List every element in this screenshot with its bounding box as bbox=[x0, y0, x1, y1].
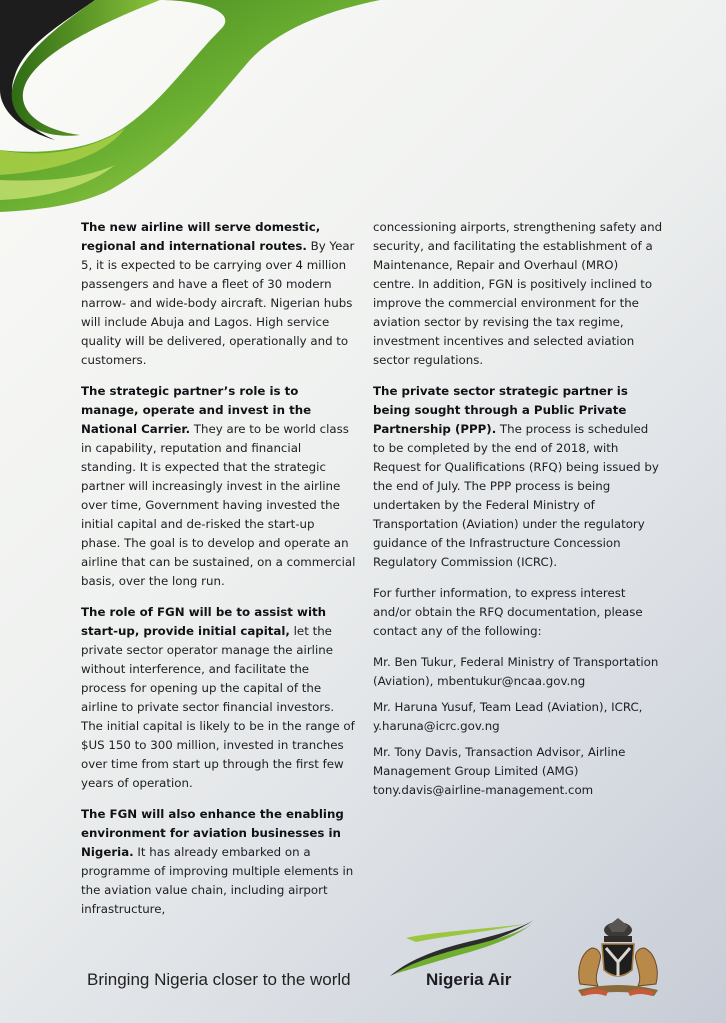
paragraph-strategic-partner-body: They are to be world class in capability, reputation and financial standing. It is expected that the strategic partner will increasingly invest in the airline over time, Government having invested the initial capital and de-risked the start-up phase. The goal is to develop and operate an airline that can be sustained, on a commercial basis, over the long run. bbox=[81, 422, 356, 588]
paragraph-continuation: concessioning airports, strengthening safety and security, and facilitating the establishment of a Maintenance, Repair and Overhaul (MRO) centre. In addition, FGN is positively inclined to improve the commercial environment for the aviation sector by revising the tax regime, investment incentives and selected aviation sector regulations. bbox=[373, 220, 663, 367]
contact-ben-tukur-text: Mr. Ben Tukur, Federal Ministry of Transportation (Aviation), mbentukur@ncaa.gov.ng bbox=[373, 655, 659, 688]
paragraph-routes-body: By Year 5, it is expected to be carrying over 4 million passengers and have a fleet of 30 modern narrow- and wide-body aircraft. Nigerian hubs will include Abuja and Lagos. High service quality will be delivered, operationally and to customers. bbox=[81, 239, 355, 367]
paragraph-enabling-environment-heading: The FGN will also enhance the enabling environment for aviation businesses in Nigeria. bbox=[81, 807, 344, 859]
paragraph-routes-heading: The new airline will serve domestic, regional and international routes. bbox=[81, 220, 321, 253]
paragraph-ppp bbox=[373, 382, 663, 572]
nigeria-coat-of-arms-icon bbox=[568, 918, 668, 1000]
right-text-column bbox=[373, 218, 663, 807]
contact-haruna-yusuf-email: y.haruna@icrc.gov.ng bbox=[373, 719, 500, 733]
paragraph-enabling-environment bbox=[81, 805, 356, 919]
paragraph-enabling-environment-body: It has already embarked on a programme of improving multiple elements in the aviation value chain, including airport infrastructure, bbox=[81, 845, 354, 916]
nigeria-air-swoosh-icon bbox=[386, 918, 536, 978]
paragraph-fgn-role-heading: The role of FGN will be to assist with start-up, provide initial capital, bbox=[81, 605, 327, 638]
paragraph-strategic-partner bbox=[81, 382, 356, 591]
paragraph-fgn-role bbox=[81, 603, 356, 793]
paragraph-further-info: For further information, to express interest and/or obtain the RFQ documentation, please contact any of the following: bbox=[373, 586, 643, 638]
left-text-column bbox=[81, 218, 356, 931]
green-ribbon-decoration bbox=[0, 0, 380, 215]
paragraph-fgn-role-body: let the private sector operator manage the airline without interference, and facilitate the process for opening up the capital of the airline to private sector financial investors. The initial capital is likely to be in the range of $US 150 to 300 million, invested in tranches over time from start up through the first few years of operation. bbox=[81, 624, 355, 790]
contact-tony-davis-text: Mr. Tony Davis, Transaction Advisor, Airline Management Group Limited (AMG) bbox=[373, 745, 626, 778]
paragraph-ppp-heading: The private sector strategic partner is being sought through a Public Private Partnership (PPP). bbox=[373, 384, 628, 436]
contact-tony-davis-email: tony.davis@airline-management.com bbox=[373, 783, 594, 797]
paragraph-ppp-body: The process is scheduled to be completed by the end of 2018, with Request for Qualifications (RFQ) being issued by the end of July. The PPP process is being undertaken by the Federal Ministry of Transportation (Aviation) under the regulatory guidance of the Infrastructure Concession Regulatory Commission (ICRC). bbox=[373, 422, 659, 569]
footer-tagline: Bringing Nigeria closer to the world bbox=[87, 970, 351, 989]
paragraph-routes bbox=[81, 218, 356, 370]
nigeria-air-logo-text: Nigeria Air bbox=[426, 970, 512, 989]
contact-haruna-yusuf bbox=[373, 698, 663, 736]
contact-tony-davis bbox=[373, 743, 663, 800]
contact-haruna-yusuf-text: Mr. Haruna Yusuf, Team Lead (Aviation), ICRC, bbox=[373, 700, 643, 714]
paragraph-strategic-partner-heading: The strategic partner’s role is to manage, operate and invest in the National Carrier. bbox=[81, 384, 312, 436]
contact-ben-tukur bbox=[373, 653, 663, 691]
